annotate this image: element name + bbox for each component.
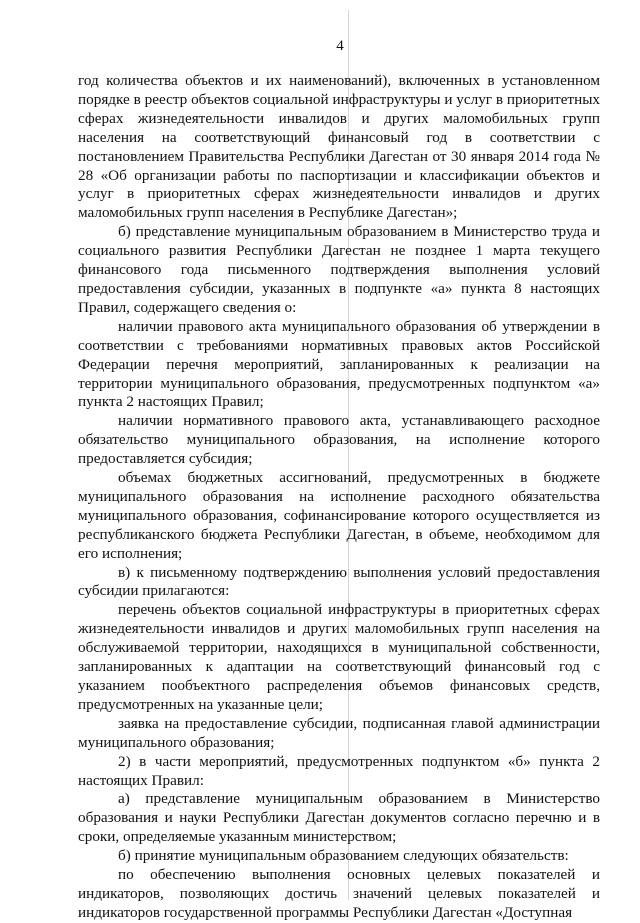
paragraph-budget-allocations: объемах бюджетных ассигнований, предусмотренных в бюджете муниципального образования на исполнение расходного обязательства муниципального образования, софинансирование которого осуществляется из республиканского бюджета Республики Дагестан, в объеме, необходимом для его исполнения; [78,469,600,562]
paragraph-objects-list: перечень объектов социальной инфраструктуры в приоритетных сферах жизнедеятельности инвалидов и других маломобильных групп населения на обслуживаемой территории, находящихся в муниципальной собственности, запланированных к адаптации на соответствующий финансовый год с указанием пообъектного распределения объемов финансовых средств, предусмотренных на указанные цели; [78,601,600,713]
paragraph-item-2a: а) представление муниципальным образованием в Министерство образования и науки Республики Дагестан документов согласно перечню и в сроки, определяемые указанным министерством; [78,790,600,846]
paragraph-item-2: 2) в части мероприятий, предусмотренных подпунктом «б» пункта 2 настоящих Правил: [78,752,600,789]
paragraph-normative-act: наличии нормативного правового акта, устанавливающего расходное обязательство муниципального образования, на исполнение которого предоставляется субсидия; [78,412,600,468]
document-body [78,72,600,923]
paragraph-subsidy-application: заявка на предоставление субсидии, подписанная главой администрации муниципального образования; [78,714,600,751]
paragraph-legal-act: наличии правового акта муниципального образования об утверждении в соответствии с требованиями нормативных правовых актов Российской Федерации перечня мероприятий, запланированных к реализации на территории муниципального образования, предусмотренных подпунктом «а» пункта 2 настоящих Правил; [78,317,600,411]
page-number: 4 [336,38,344,54]
paragraph-obligations: по обеспечению выполнения основных целевых показателей и индикаторов, позволяющих достичь значений целевых показателей и индикаторов государственной программы Республики Дагестан «Доступная [78,866,600,921]
paragraph-item-b: б) представление муниципальным образованием в Министерство труда и социального развития Республики Дагестан не позднее 1 марта текущего финансового года письменного подтверждения выполнения условий предоставления субсидии, указанных в подпункте «а» пункта 8 настоящих Правил, содержащего сведения о: [78,223,600,316]
paragraph-continuation: год количества объектов и их наименований), включенных в установленном порядке в реестр объектов социальной инфраструктуры и услуг в приоритетных сферах жизнедеятельности инвалидов и других маломобильных групп населения на соответствующий финансовый год в соответствии с постановлением Правительства Республики Дагестан от 30 января 2014 года № 28 «Об организации работы по паспортизации и классификации объектов и услуг в приоритетных сферах жизнедеятельности инвалидов и других маломобильных групп населения в Республике Дагестан»; [78,72,600,222]
paragraph-item-v: в) к письменному подтверждению выполнения условий предоставления субсидии прилагаются: [78,563,600,600]
paragraph-item-2b: б) принятие муниципальным образованием следующих обязательств: [118,847,569,865]
